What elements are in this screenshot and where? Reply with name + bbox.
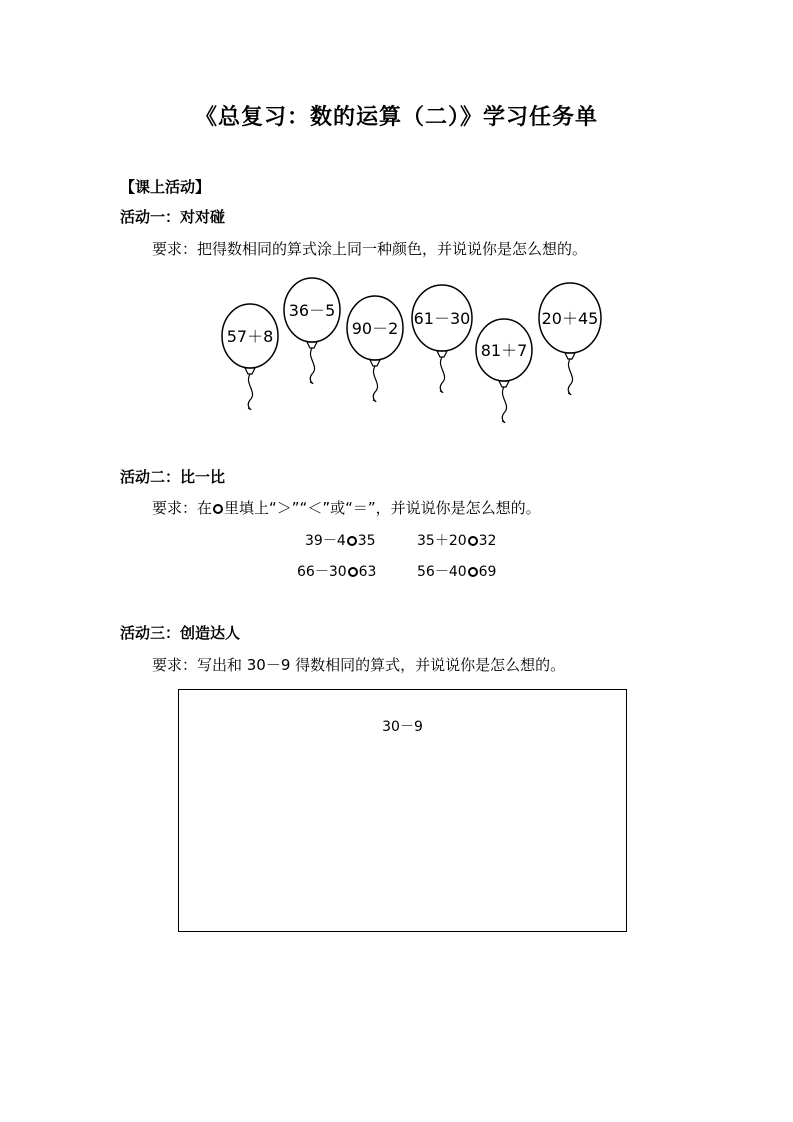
comparison-item (297, 561, 376, 581)
circle-icon (213, 504, 223, 514)
activity1-heading: 活动一：对对碰 (120, 208, 226, 226)
activity3-heading: 活动三：创造达人 (120, 624, 241, 642)
balloon[interactable] (539, 283, 601, 395)
balloon[interactable] (476, 319, 532, 423)
balloon[interactable] (412, 285, 472, 393)
section-heading: 【课上活动】 (120, 178, 211, 196)
answer-circle[interactable] (468, 567, 478, 577)
balloon-group (0, 270, 793, 430)
answer-circle[interactable] (468, 536, 478, 546)
balloon-label: 20＋45 (541, 309, 599, 328)
balloon-label: 90－2 (351, 319, 399, 338)
answer-circle[interactable] (347, 536, 357, 546)
page-title: 《总复习：数的运算（二）》学习任务单 (194, 105, 598, 130)
comparison-right: 69 (478, 564, 497, 580)
comparison-item (417, 530, 496, 550)
balloon[interactable] (347, 296, 403, 402)
balloon[interactable] (284, 278, 340, 384)
activity2-heading: 活动二：比一比 (120, 468, 226, 486)
activity2-requirement (152, 497, 541, 518)
balloon[interactable] (222, 304, 278, 410)
balloon-label: 81＋7 (480, 341, 528, 360)
comparison-left: 39－4 (305, 533, 346, 549)
comparison-right: 32 (478, 533, 497, 549)
comparison-right: 63 (358, 564, 377, 580)
comparison-item (417, 561, 496, 581)
comparison-right: 35 (357, 533, 376, 549)
requirement-prefix: 要求：在 (152, 499, 213, 517)
balloon-label: 57＋8 (226, 327, 274, 346)
activity1-requirement: 要求：把得数相同的算式涂上同一种颜色，并说说你是怎么想的。 (152, 240, 588, 258)
answer-circle[interactable] (348, 567, 358, 577)
balloon-label: 36－5 (288, 301, 336, 320)
comparison-item (305, 530, 376, 550)
requirement-suffix: 里填上“＞”“＜”或“＝”，并说说你是怎么想的。 (224, 499, 541, 517)
box-expression: 30－9 (382, 719, 423, 735)
balloon-label: 61－30 (413, 309, 471, 328)
activity3-requirement: 要求：写出和 30－9 得数相同的算式，并说说你是怎么想的。 (152, 656, 566, 674)
comparison-left: 56－40 (417, 564, 467, 580)
comparison-left: 35＋20 (417, 533, 467, 549)
answer-box[interactable] (178, 689, 627, 932)
comparison-left: 66－30 (297, 564, 347, 580)
